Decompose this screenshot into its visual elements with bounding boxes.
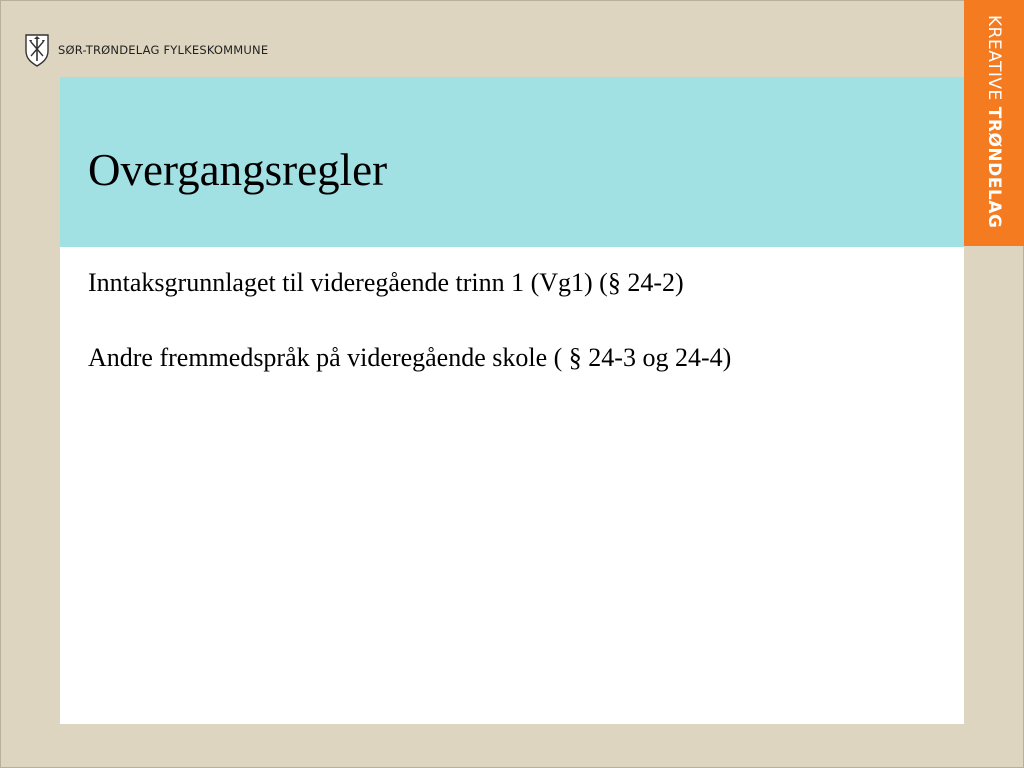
brand-word-kreative: KREATIVE (984, 15, 1004, 101)
content-line-languages: Andre fremmedspråk på videregående skole ( § 24-3 og 24-4) (88, 343, 732, 372)
content-line-intake: Inntaksgrunnlaget til videregående trinn 1 (Vg1) (§ 24-2) (88, 268, 684, 297)
brand-tab (964, 0, 1024, 246)
header-logo (24, 33, 268, 67)
title-band (60, 77, 964, 247)
brand-wordmark (984, 15, 1004, 228)
coat-of-arms-icon (24, 33, 50, 67)
slide-title: Overgangsregler (88, 145, 388, 195)
brand-word-trondelag: TRØNDELAG (984, 106, 1004, 229)
org-name: SØR-TRØNDELAG FYLKESKOMMUNE (58, 43, 269, 57)
content-area (60, 247, 964, 724)
